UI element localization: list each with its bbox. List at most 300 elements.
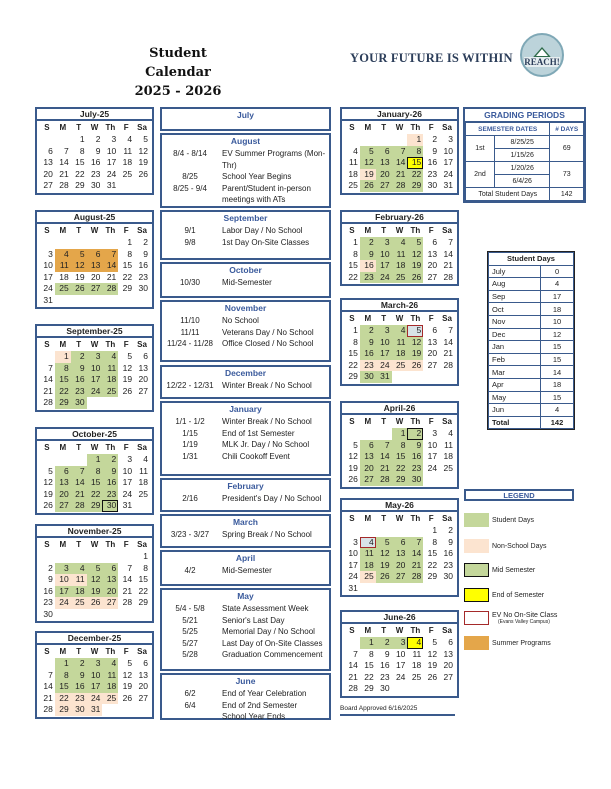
legend-swatch	[464, 563, 489, 577]
day-cell: 14	[348, 660, 358, 670]
day-cell: 23	[360, 360, 376, 372]
day-cell: 5	[353, 439, 358, 450]
day-cell: 7	[448, 325, 453, 335]
day-cell: 31	[106, 180, 117, 190]
event-text: Graduation Commencement	[222, 650, 323, 659]
day-cell: 30	[380, 683, 390, 693]
page-title	[118, 44, 238, 101]
event-date: 5/25	[182, 627, 198, 636]
legend-item	[464, 588, 544, 602]
day-cell: 15	[75, 157, 85, 167]
event-row	[162, 428, 329, 440]
weekday-header: T	[76, 226, 82, 235]
weekday-header: S	[349, 226, 355, 235]
day-cell: 13	[360, 451, 376, 463]
day-cell: 9	[71, 363, 87, 375]
event-row	[162, 380, 329, 392]
day-cell: 9	[48, 574, 53, 584]
event-text: President's Day / No School	[222, 494, 322, 503]
event-section-october	[160, 262, 331, 298]
school-logo	[520, 33, 564, 77]
day-cell: 30	[138, 283, 148, 293]
day-cell: 24	[376, 360, 392, 372]
day-cell: 16	[443, 548, 453, 558]
day-cell: 21	[376, 463, 392, 475]
day-cell: 10	[122, 465, 133, 476]
day-cell: 18	[102, 374, 118, 386]
day-cell: 23	[443, 559, 453, 570]
event-date: 5/21	[182, 615, 198, 625]
day-count: 15	[541, 391, 574, 404]
weekday-header: Sa	[442, 123, 452, 132]
empty-cell	[39, 454, 55, 466]
day-cell: 8	[432, 536, 438, 547]
day-cell: 22	[138, 585, 148, 596]
day-cell: 9	[102, 466, 118, 478]
day-cell: 24	[87, 386, 103, 398]
day-cell: 24	[87, 693, 103, 705]
weekday-header: T	[76, 340, 82, 349]
day-cell: 9	[71, 670, 87, 682]
day-cell: 13	[43, 157, 53, 167]
event-text: School Year Ends	[222, 712, 286, 721]
day-cell: 11	[123, 145, 133, 156]
month-calendar	[340, 210, 459, 286]
day-cell: 17	[87, 681, 103, 693]
day-cell: 12	[376, 548, 392, 560]
day-cell: 23	[102, 489, 118, 501]
day-cell: 7	[407, 537, 423, 549]
day-cell: 22	[348, 271, 358, 282]
event-text: No School	[222, 316, 259, 325]
month-calendar	[340, 401, 459, 489]
day-count: 0	[541, 265, 574, 278]
event-row	[162, 338, 329, 350]
event-date: 8/25 - 9/4	[173, 183, 207, 193]
day-cell: 6	[360, 440, 376, 452]
day-cell: 6	[448, 637, 453, 647]
day-cell: 13	[55, 477, 71, 489]
student-days-table	[487, 251, 575, 430]
weekday-header: F	[123, 340, 129, 349]
weekday-header: Sa	[137, 540, 147, 549]
event-section-december	[160, 365, 331, 399]
weekday-header: W	[395, 314, 404, 323]
day-cell: 8	[87, 466, 103, 478]
day-cell: 24	[348, 571, 358, 581]
day-cell: 13	[427, 336, 438, 347]
empty-cell	[344, 428, 360, 440]
day-cell: 30	[443, 571, 453, 581]
event-text: Last Day of On-Site Classes	[222, 638, 323, 648]
empty-cell	[71, 551, 87, 563]
day-cell: 13	[376, 157, 392, 169]
day-cell: 23	[71, 386, 87, 398]
event-row	[162, 327, 329, 339]
day-cell: 27	[55, 500, 71, 512]
mountain-snow-icon	[536, 49, 548, 56]
day-cell: 17	[443, 157, 453, 167]
day-cell: 3	[353, 536, 358, 547]
weekday-header: S	[44, 443, 50, 452]
day-cell: 25	[392, 272, 408, 284]
day-cell: 12	[427, 648, 438, 659]
empty-cell	[102, 551, 118, 563]
weekday-header: M	[59, 226, 67, 235]
day-cell: 20	[55, 489, 71, 501]
day-cell: 6	[432, 237, 438, 247]
day-cell: 1	[407, 134, 423, 146]
empty-cell	[376, 525, 392, 537]
day-cell: 11	[349, 157, 358, 167]
empty-cell	[376, 134, 392, 146]
day-cell: 11	[360, 548, 376, 560]
weekday-header: M	[364, 514, 372, 523]
day-cell: 31	[348, 582, 358, 593]
weekday-header: T	[381, 314, 387, 323]
day-cell: 17	[122, 477, 133, 487]
day-cell: 10	[376, 337, 392, 349]
day-cell: 8	[407, 146, 423, 158]
month-calendar	[340, 298, 459, 386]
total-label: Total Student Days	[466, 188, 550, 201]
grading-periods-table	[463, 107, 586, 203]
day-cell: 25	[102, 693, 118, 705]
day-cell: 25	[138, 488, 148, 499]
weekday-header: M	[59, 540, 67, 549]
day-cell: 8	[392, 440, 408, 452]
event-section-june	[160, 673, 331, 720]
day-cell: 22	[87, 489, 103, 501]
student-days-row	[489, 315, 574, 328]
weekday-header: S	[349, 123, 355, 132]
day-cell: 4	[102, 351, 118, 363]
empty-cell	[344, 525, 360, 537]
day-cell: 14	[392, 157, 408, 169]
weekday-header: F	[428, 314, 434, 323]
day-cell: 7	[353, 648, 358, 659]
day-cell: 11	[71, 574, 87, 586]
empty-cell	[39, 551, 55, 563]
day-cell: 10	[348, 548, 358, 558]
day-cell: 27	[360, 474, 376, 486]
col-semester-dates: SEMESTER DATES	[466, 123, 550, 136]
weekday-header: F	[123, 123, 129, 132]
month-calendar	[35, 524, 154, 623]
weekday-header: M	[59, 340, 67, 349]
day-cell: 30	[71, 397, 87, 409]
day-cell: 12	[407, 337, 423, 349]
day-cell: 2	[71, 351, 87, 363]
legend-label: Summer Programs	[492, 639, 551, 647]
event-date: 2/16	[182, 494, 198, 503]
weekday-header: Sa	[442, 626, 452, 635]
month-header: December-25	[37, 633, 152, 645]
day-cell: 8	[55, 363, 71, 375]
day-cell: 28	[407, 571, 423, 583]
day-cell: 22	[55, 693, 71, 705]
event-date: 11/10	[180, 316, 200, 325]
day-cell: 29	[55, 397, 71, 409]
empty-cell	[344, 134, 360, 146]
month-label: Jun	[489, 404, 541, 417]
event-row	[162, 615, 329, 627]
legend-label: Non-School Days	[492, 542, 547, 550]
day-cell: 23	[71, 693, 87, 705]
day-cell: 10	[106, 145, 117, 156]
day-cell: 1	[87, 454, 103, 466]
event-row	[162, 700, 329, 712]
weekday-header: M	[59, 123, 67, 132]
event-date: 12/22 - 12/31	[166, 381, 214, 390]
event-row	[162, 171, 329, 183]
weekday-header: F	[428, 226, 434, 235]
weekday-header: T	[381, 514, 387, 523]
day-cell: 23	[380, 671, 390, 682]
day-cell: 30	[71, 704, 87, 716]
day-cell: 28	[102, 283, 118, 295]
day-cell: 9	[143, 248, 148, 259]
day-cell: 19	[122, 681, 133, 691]
event-text: Spring Break / No School	[222, 530, 312, 539]
day-count: 15	[541, 341, 574, 354]
day-cell: 2	[48, 562, 53, 573]
day-cell: 14	[443, 336, 453, 347]
legend-item	[464, 611, 557, 625]
day-cell: 24	[106, 168, 117, 179]
day-cell: 27	[427, 359, 438, 370]
grading-title: GRADING PERIODS	[465, 109, 584, 122]
weekday-header: Th	[410, 314, 421, 323]
event-row	[162, 315, 329, 327]
day-cell: 4	[392, 325, 408, 337]
day-cell: 1	[79, 134, 85, 144]
event-row	[162, 565, 329, 577]
day-cell: 2	[432, 134, 438, 144]
weekday-header: S	[44, 647, 50, 656]
day-cell: 5	[127, 658, 133, 668]
day-cell: 28	[43, 704, 53, 714]
day-cell: 31	[87, 704, 103, 716]
weekday-header: S	[349, 314, 355, 323]
month-calendar	[35, 324, 154, 412]
student-days-row	[489, 366, 574, 379]
day-cell: 18	[411, 660, 422, 670]
day-cell: 8	[353, 336, 358, 347]
day-cell: 5	[407, 237, 423, 249]
weekday-header: M	[59, 443, 67, 452]
legend-title: LEGEND	[464, 489, 574, 501]
day-cell: 3	[55, 563, 71, 575]
day-cell: 15	[87, 477, 103, 489]
day-cell: 5	[87, 563, 103, 575]
weekday-header: T	[76, 443, 82, 452]
day-cell: 5	[432, 637, 438, 647]
student-days-row	[489, 341, 574, 354]
day-cell: 24	[55, 597, 71, 609]
day-cell: 24	[395, 671, 406, 682]
weekday-header: M	[364, 626, 372, 635]
day-cell: 30	[90, 180, 101, 190]
day-cell: 20	[427, 348, 438, 358]
day-cell: 20	[102, 586, 118, 598]
event-month-header: October	[229, 265, 262, 275]
day-cell: 18	[102, 681, 118, 693]
empty-cell	[71, 454, 87, 466]
day-cell: 11	[55, 260, 71, 272]
event-date: 8/4 - 8/14	[173, 149, 207, 158]
day-cell: 25	[102, 386, 118, 398]
day-cell: 28	[122, 597, 133, 607]
day-cell: 26	[122, 385, 133, 396]
empty-cell	[55, 551, 71, 563]
day-cell: 2	[143, 237, 148, 247]
event-date: 9/8	[184, 237, 196, 247]
day-cell: 12	[360, 157, 376, 169]
day-cell: 15	[392, 451, 408, 463]
day-cell: 6	[48, 145, 53, 156]
day-cell: 25	[55, 283, 71, 295]
day-count: 17	[541, 290, 574, 303]
day-cell: 7	[448, 237, 453, 247]
day-cell: 3	[448, 134, 453, 144]
day-cell: 19	[75, 271, 85, 282]
day-cell: 24	[427, 462, 438, 473]
legend-swatch	[464, 513, 489, 527]
day-cell: 3	[376, 325, 392, 337]
day-cell: 13	[102, 574, 118, 586]
day-cell: 4	[71, 563, 87, 575]
day-cell: 27	[443, 671, 453, 682]
day-cell: 24	[43, 283, 53, 293]
day-cell: 30	[43, 608, 53, 619]
weekday-header: Th	[410, 123, 421, 132]
event-row	[162, 529, 329, 541]
event-text: Office Closed / No School	[222, 339, 314, 348]
event-section-november	[160, 300, 331, 362]
weekday-header: S	[349, 514, 355, 523]
day-cell: 12	[348, 451, 358, 461]
day-cell: 13	[392, 548, 408, 560]
legend-swatch	[464, 611, 489, 625]
empty-cell	[55, 134, 71, 146]
day-cell: 14	[407, 548, 423, 560]
event-row	[162, 439, 329, 451]
day-cell: 3	[87, 351, 103, 363]
event-date	[162, 194, 218, 206]
day-cell: 4	[360, 537, 376, 549]
weekday-header: Th	[410, 226, 421, 235]
day-cell: 17	[87, 374, 103, 386]
event-month-header: July	[236, 110, 254, 120]
day-cell: 3	[111, 134, 117, 144]
weekday-header: W	[90, 647, 99, 656]
day-cell: 16	[380, 660, 390, 670]
title-line-1: Student Calendar	[145, 46, 211, 80]
month-label: Sep	[489, 290, 541, 303]
weekday-header: M	[364, 226, 372, 235]
day-cell: 18	[348, 168, 358, 179]
day-cell: 23	[427, 168, 438, 179]
legend-label: Student Days	[492, 516, 535, 524]
day-cell: 25	[348, 180, 358, 190]
month-header: March-26	[342, 300, 457, 312]
day-cell: 7	[376, 440, 392, 452]
weekday-header: W	[395, 226, 404, 235]
day-cell: 15	[348, 260, 358, 270]
day-cell: 20	[443, 660, 453, 670]
day-cell: 23	[138, 271, 148, 282]
day-cell: 18	[71, 586, 87, 598]
day-cell: 20	[360, 463, 376, 475]
total-days: 142	[550, 188, 584, 201]
day-cell: 18	[59, 271, 69, 282]
day-cell: 8	[353, 248, 358, 259]
weekday-header: W	[90, 123, 99, 132]
weekday-header: Th	[410, 417, 421, 426]
day-cell: 31	[376, 371, 392, 383]
month-label: Aug	[489, 278, 541, 291]
day-cell: 29	[407, 180, 423, 192]
month-label: Dec	[489, 328, 541, 341]
legend-item	[464, 539, 546, 553]
board-approved-note: Board Approved 6/16/2025	[340, 705, 455, 716]
day-cell: 6	[432, 325, 438, 335]
day-cell: 17	[43, 271, 53, 282]
day-cell: 2	[376, 637, 392, 649]
day-cell: 26	[407, 360, 423, 372]
event-month-header: February	[227, 481, 264, 491]
student-days-title: Student Days	[489, 253, 574, 266]
day-cell: 16	[102, 477, 118, 489]
day-cell: 13	[427, 248, 438, 259]
day-cell: 11	[412, 648, 422, 659]
day-cell: 22	[407, 169, 423, 181]
day-cell: 6	[143, 658, 148, 668]
day-cell: 10	[443, 145, 453, 156]
weekday-header: Th	[105, 647, 116, 656]
empty-cell	[392, 134, 408, 146]
day-cell: 22	[427, 559, 438, 570]
day-cell: 1	[55, 658, 71, 670]
day-count: 15	[541, 353, 574, 366]
day-cell: 17	[376, 348, 392, 360]
weekday-header: Th	[410, 514, 421, 523]
month-label: Oct	[489, 303, 541, 316]
event-section-august	[160, 133, 331, 208]
day-count: 14	[541, 366, 574, 379]
day-cell: 17	[376, 260, 392, 272]
day-cell: 1	[353, 325, 358, 335]
day-cell: 25	[71, 597, 87, 609]
weekday-header: S	[349, 626, 355, 635]
day-cell: 14	[102, 260, 118, 272]
day-cell: 29	[348, 371, 358, 381]
weekday-header: F	[428, 123, 434, 132]
day-cell: 31	[122, 500, 133, 510]
day-cell: 8	[55, 670, 71, 682]
weekday-header: T	[381, 226, 387, 235]
event-date: 3/23 - 3/27	[170, 530, 210, 539]
day-cell: 26	[360, 180, 376, 192]
day-cell: 22	[55, 386, 71, 398]
weekday-header: M	[364, 123, 372, 132]
event-text: Winter Break / No School	[222, 381, 312, 390]
day-cell: 12	[43, 477, 53, 487]
day-cell: 11	[139, 465, 148, 476]
empty-cell	[55, 454, 71, 466]
event-text: End of 2nd Semester	[222, 700, 298, 710]
